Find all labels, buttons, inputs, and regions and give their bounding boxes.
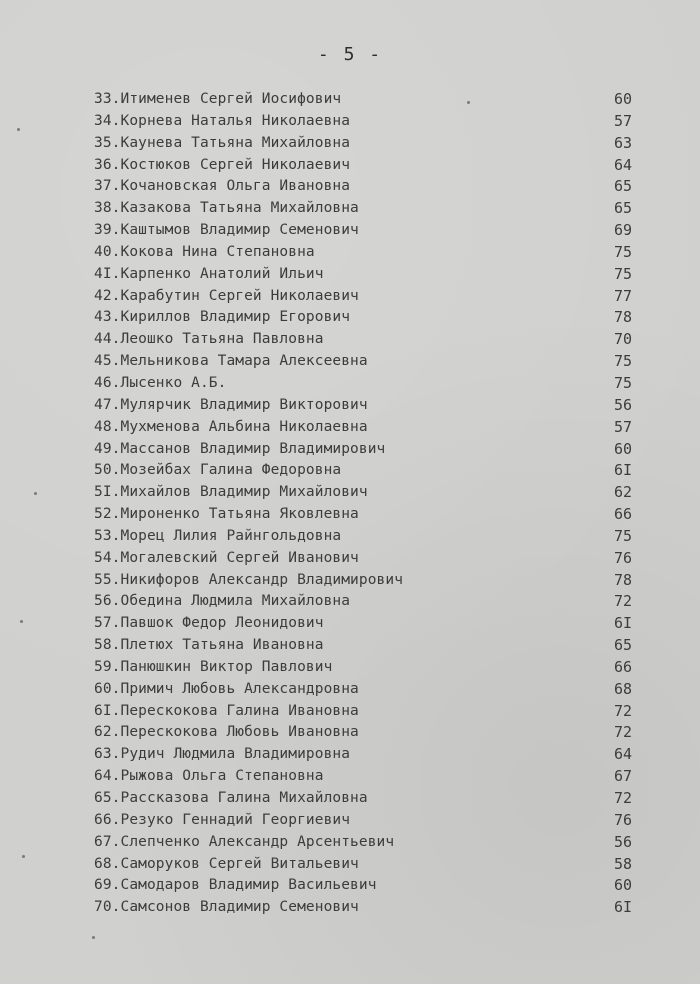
roster-entry bbox=[94, 482, 646, 504]
entry-score: 66 bbox=[613, 657, 632, 676]
entry-name: 53.Морец Лилия Райнгольдовна bbox=[94, 527, 342, 544]
roster-entry bbox=[94, 722, 646, 744]
roster-entry bbox=[94, 810, 646, 832]
roster-entry bbox=[94, 198, 646, 220]
roster-entry bbox=[94, 854, 646, 876]
entry-name: 46.Лысенко А.Б. bbox=[94, 374, 227, 391]
roster-entry bbox=[94, 766, 646, 788]
roster-entry bbox=[94, 439, 646, 461]
roster-entry bbox=[94, 264, 646, 286]
roster-entry bbox=[94, 504, 646, 526]
entry-score: 65 bbox=[613, 199, 632, 218]
entry-name: 42.Карабутин Сергей Николаевич bbox=[94, 287, 359, 304]
entry-name: 62.Перескокова Любовь Ивановна bbox=[94, 724, 359, 741]
entry-name: 54.Могалевский Сергей Иванович bbox=[94, 549, 359, 566]
entry-name: 6I.Перескокова Галина Ивановна bbox=[94, 702, 359, 719]
entry-score: 58 bbox=[613, 854, 632, 873]
roster-entry bbox=[94, 591, 646, 613]
entry-name: 56.Обедина Людмила Михайловна bbox=[94, 593, 351, 610]
roster-entry bbox=[94, 286, 646, 308]
entry-name: 50.Мозейбах Галина Федоровна bbox=[94, 462, 342, 479]
roster-entry bbox=[94, 701, 646, 723]
entry-score: 66 bbox=[613, 505, 632, 524]
entry-name: 5I.Михайлов Владимир Михайлович bbox=[94, 484, 368, 501]
paper-speck bbox=[34, 492, 37, 495]
entry-score: 65 bbox=[613, 177, 632, 196]
entry-score: 57 bbox=[613, 417, 632, 436]
entry-score: 75 bbox=[613, 242, 632, 261]
paper-speck bbox=[22, 855, 25, 858]
entry-score: 78 bbox=[613, 570, 632, 589]
roster-entry bbox=[94, 220, 646, 242]
entry-name: 34.Корнева Наталья Николаевна bbox=[94, 112, 351, 129]
entry-score: 75 bbox=[613, 264, 632, 283]
entry-name: 45.Мельникова Тамара Алексеевна bbox=[94, 353, 368, 370]
roster-entry bbox=[94, 89, 646, 111]
entry-name: 58.Плетюх Татьяна Ивановна bbox=[94, 637, 324, 654]
entry-score: 72 bbox=[613, 789, 632, 807]
roster-entry bbox=[94, 613, 646, 635]
roster-entry bbox=[94, 897, 646, 919]
entry-score: 6I bbox=[613, 461, 632, 480]
entry-name: 60.Примич Любовь Александровна bbox=[94, 680, 359, 697]
paper-speck bbox=[92, 936, 95, 939]
entry-score: 76 bbox=[613, 810, 632, 829]
entry-score: 67 bbox=[613, 767, 632, 786]
entry-score: 72 bbox=[613, 592, 632, 611]
roster-entry bbox=[94, 111, 646, 133]
entry-score: 57 bbox=[613, 111, 632, 130]
entry-name: 47.Мулярчик Владимир Викторович bbox=[94, 396, 368, 413]
roster-entry bbox=[94, 788, 646, 810]
entry-name: 48.Мухменова Альбина Николаевна bbox=[94, 418, 368, 435]
entry-name: 69.Самодаров Владимир Васильевич bbox=[94, 877, 377, 894]
entry-name: 49.Массанов Владимир Владимирович bbox=[94, 440, 386, 457]
paper-speck bbox=[467, 101, 470, 104]
entry-score: 78 bbox=[613, 308, 632, 327]
entry-name: 37.Кочановская Ольга Ивановна bbox=[94, 178, 351, 195]
entry-name: 38.Казакова Татьяна Михайловна bbox=[94, 200, 359, 217]
roster-list bbox=[94, 89, 646, 919]
entry-name: 40.Кокова Нина Степановна bbox=[94, 243, 315, 260]
entry-score: 70 bbox=[613, 330, 632, 349]
entry-name: 67.Слепченко Александр Арсентьевич bbox=[94, 833, 395, 850]
entry-score: 63 bbox=[613, 133, 632, 152]
roster-entry bbox=[94, 460, 646, 482]
roster-entry bbox=[94, 635, 646, 657]
roster-entry bbox=[94, 526, 646, 548]
roster-entry bbox=[94, 351, 646, 373]
entry-name: 65.Рассказова Галина Михайловна bbox=[94, 790, 368, 806]
roster-entry bbox=[94, 133, 646, 155]
entry-score: 69 bbox=[613, 221, 632, 240]
entry-name: 36.Костюков Сергей Николаевич bbox=[94, 156, 351, 173]
entry-name: 59.Панюшкин Виктор Павлович bbox=[94, 658, 333, 675]
entry-score: 56 bbox=[613, 832, 632, 851]
entry-score: 6I bbox=[613, 898, 632, 917]
entry-score: 77 bbox=[613, 286, 632, 305]
roster-entry bbox=[94, 395, 646, 417]
roster-entry bbox=[94, 570, 646, 592]
entry-score: 56 bbox=[613, 395, 632, 414]
entry-score: 76 bbox=[613, 548, 632, 567]
entry-name: 39.Каштымов Владимир Семенович bbox=[94, 222, 359, 239]
entry-name: 43.Кириллов Владимир Егорович bbox=[94, 309, 351, 326]
roster-entry bbox=[94, 155, 646, 177]
paper-speck bbox=[20, 620, 23, 623]
entry-score: 64 bbox=[613, 745, 632, 764]
entry-score: 65 bbox=[613, 636, 632, 655]
entry-name: 4I.Карпенко Анатолий Ильич bbox=[94, 265, 324, 282]
roster-entry bbox=[94, 176, 646, 198]
entry-name: 70.Самсонов Владимир Семенович bbox=[94, 899, 359, 916]
entry-name: 64.Рыжова Ольга Степановна bbox=[94, 768, 324, 785]
roster-entry bbox=[94, 744, 646, 766]
roster-entry bbox=[94, 548, 646, 570]
entry-score: 72 bbox=[613, 701, 632, 720]
entry-name: 35.Каунева Татьяна Михайловна bbox=[94, 134, 351, 151]
entry-name: 33.Итименев Сергей Иосифович bbox=[94, 91, 342, 107]
roster-entry bbox=[94, 875, 646, 897]
roster-entry bbox=[94, 373, 646, 395]
roster-entry bbox=[94, 242, 646, 264]
entry-score: 60 bbox=[613, 876, 632, 895]
entry-name: 52.Мироненко Татьяна Яковлевна bbox=[94, 506, 359, 523]
entry-name: 63.Рудич Людмила Владимировна bbox=[94, 746, 351, 763]
page-number: - 5 - bbox=[317, 44, 383, 65]
entry-score: 60 bbox=[613, 439, 632, 458]
roster-entry bbox=[94, 832, 646, 854]
entry-score: 6I bbox=[613, 614, 632, 633]
roster-entry bbox=[94, 417, 646, 439]
entry-name: 68.Саморуков Сергей Витальевич bbox=[94, 855, 359, 872]
entry-name: 44.Леошко Татьяна Павловна bbox=[94, 331, 324, 348]
entry-score: 75 bbox=[613, 352, 632, 371]
entry-score: 62 bbox=[613, 483, 632, 502]
roster-entry bbox=[94, 657, 646, 679]
entry-score: 64 bbox=[613, 155, 632, 174]
roster-entry bbox=[94, 307, 646, 329]
entry-score: 75 bbox=[613, 526, 632, 545]
roster-entry bbox=[94, 329, 646, 351]
entry-score: 68 bbox=[613, 679, 632, 698]
entry-score: 72 bbox=[613, 723, 632, 742]
entry-name: 55.Никифоров Александр Владимирович bbox=[94, 571, 404, 588]
entry-score: 60 bbox=[613, 90, 632, 108]
entry-name: 57.Павшок Федор Леонидович bbox=[94, 615, 324, 632]
paper-speck bbox=[17, 128, 20, 131]
roster-entry bbox=[94, 679, 646, 701]
entry-name: 66.Резуко Геннадий Георгиевич bbox=[94, 811, 351, 828]
entry-score: 75 bbox=[613, 373, 632, 392]
